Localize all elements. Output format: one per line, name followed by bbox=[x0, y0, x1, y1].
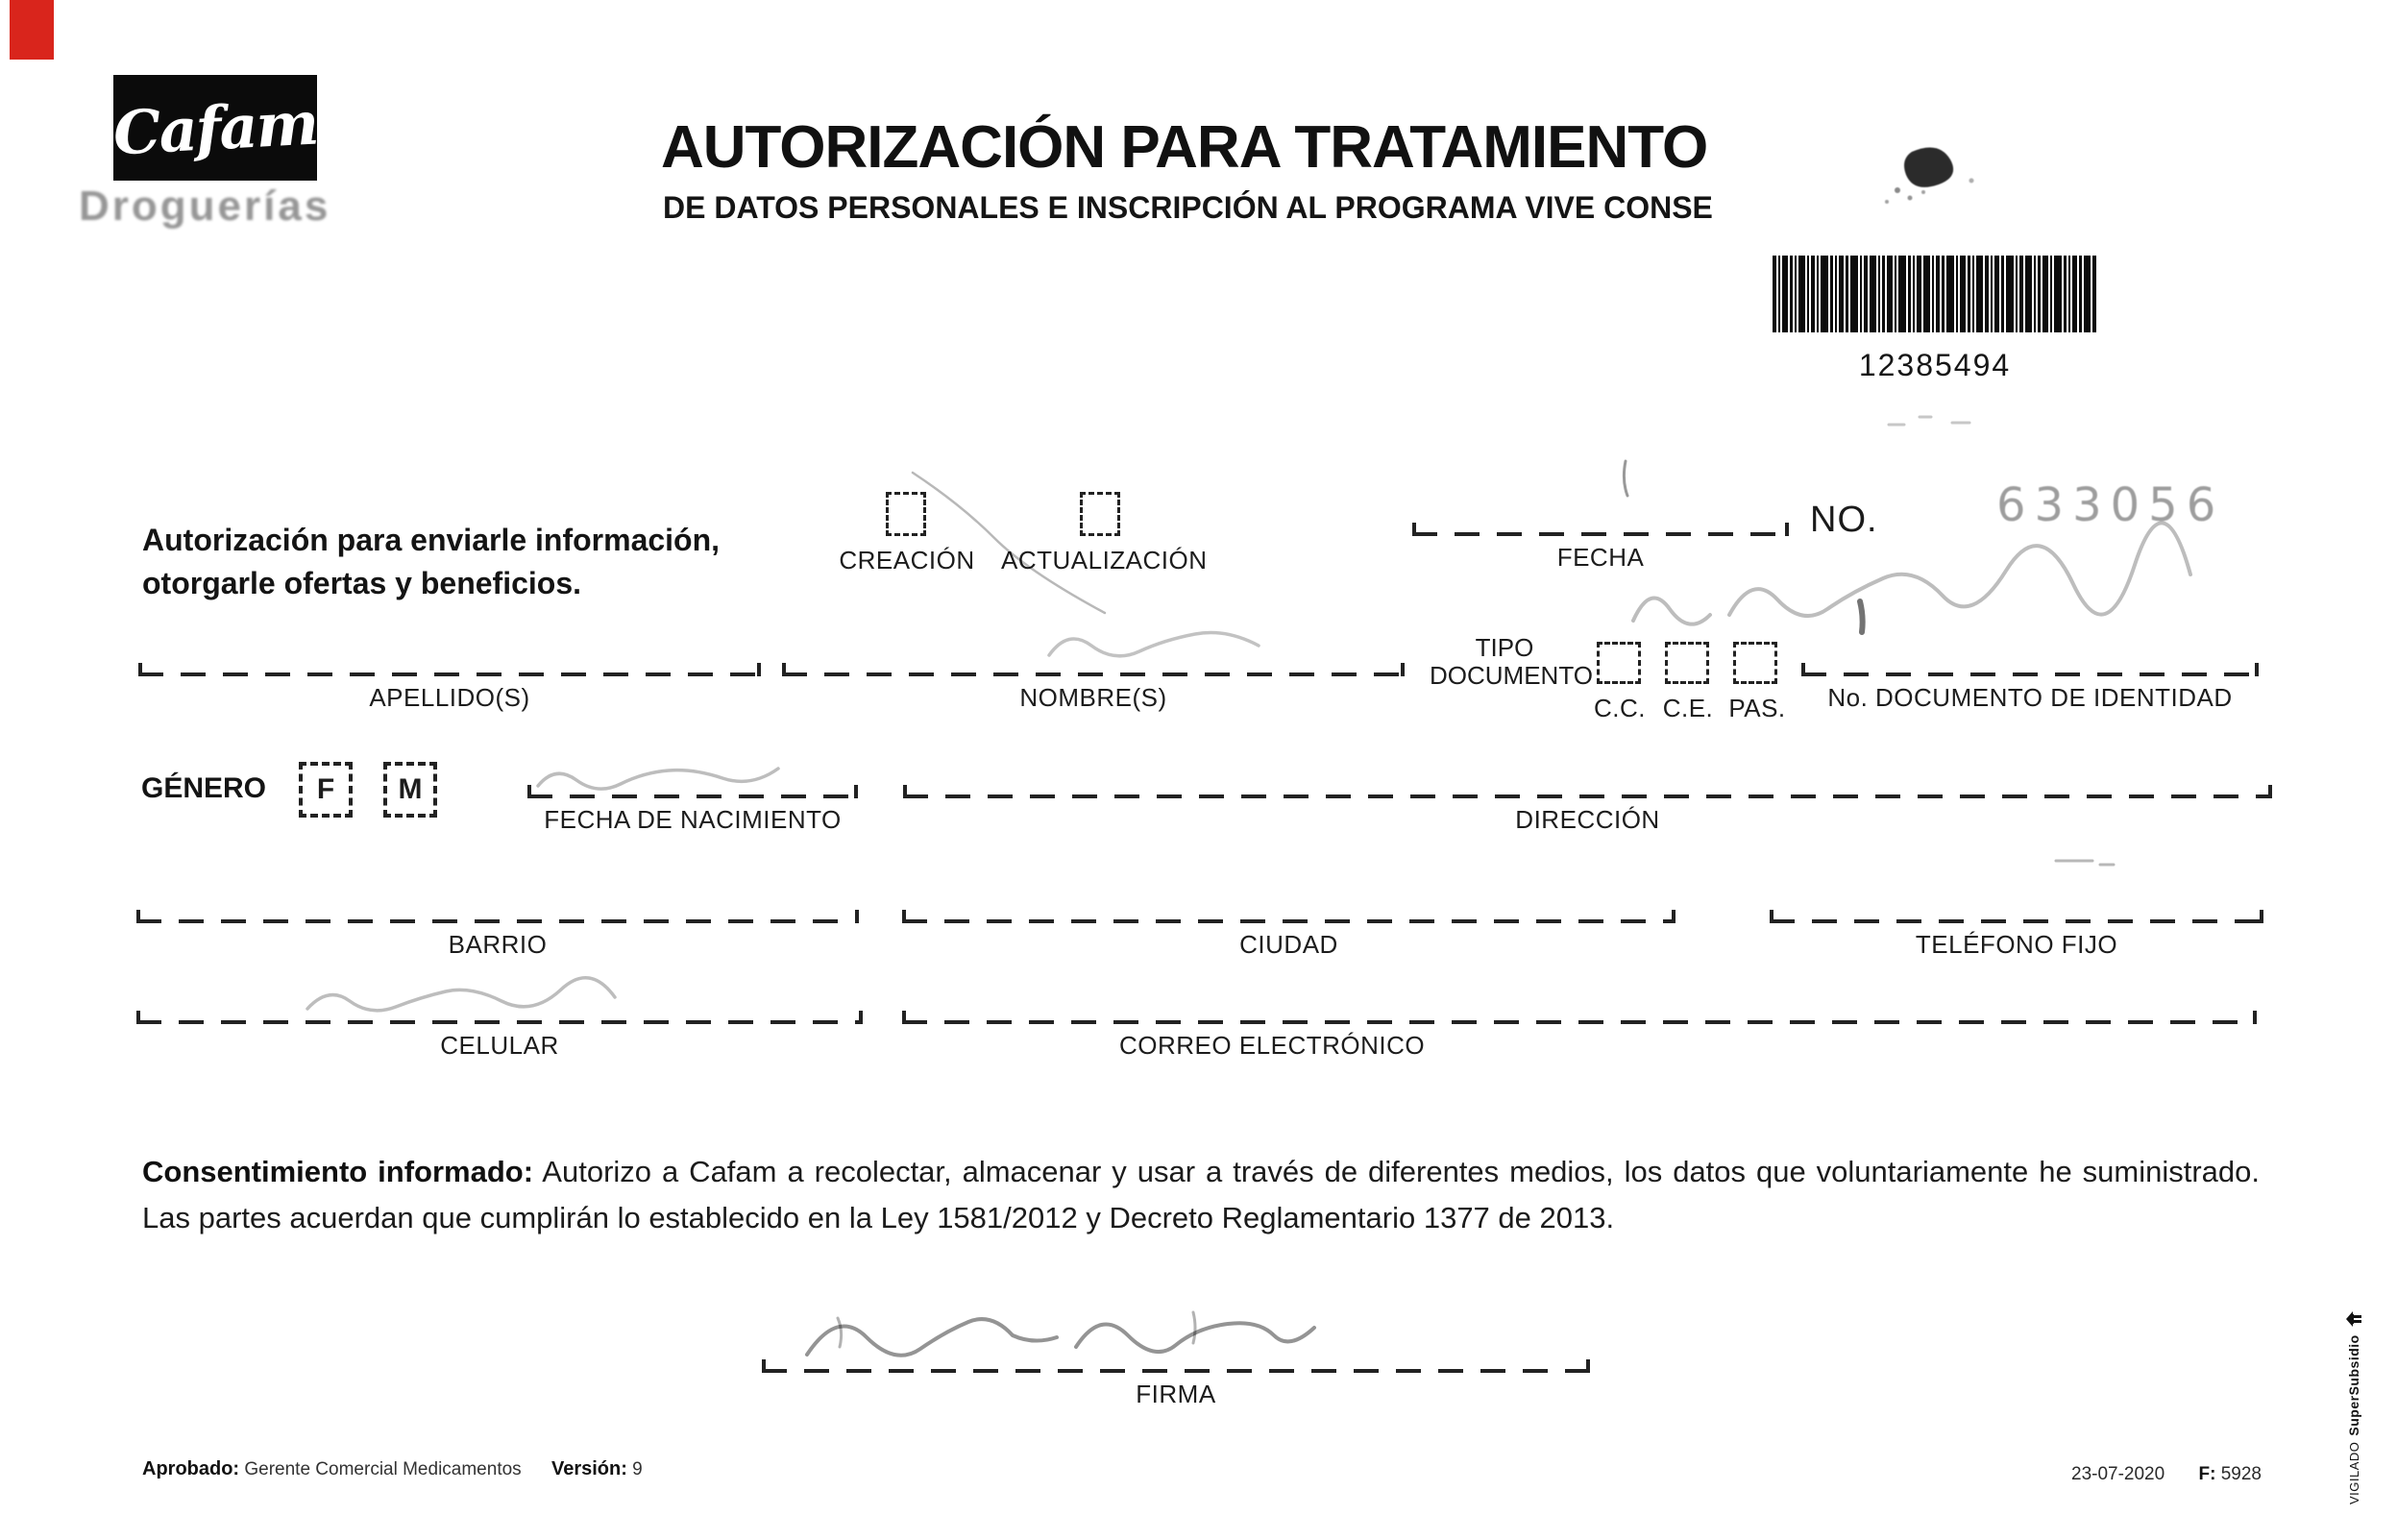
fecha-label: FECHA bbox=[1556, 543, 1645, 572]
consent-label: Consentimiento informado: bbox=[142, 1155, 534, 1188]
footer-code-label: F: bbox=[2198, 1464, 2216, 1484]
genero-m-checkbox bbox=[383, 762, 437, 818]
footer-code-value: 5928 bbox=[2220, 1464, 2262, 1484]
cc-label: C.C. bbox=[1594, 694, 1646, 722]
authorization-statement bbox=[142, 519, 720, 606]
field-num-documento bbox=[1801, 663, 2259, 713]
cc-checkbox bbox=[1597, 642, 1641, 684]
form-subtitle: DE DATOS PERSONALES E INSCRIPCIÓN AL PROGRAMA VIVE CONSE bbox=[663, 190, 1713, 225]
field-telefono bbox=[1770, 910, 2263, 960]
field-apellidos bbox=[138, 663, 761, 713]
tipo-documento-label: TIPO DOCUMENTO bbox=[1430, 633, 1593, 690]
footer-date: 23-07-2020 bbox=[2071, 1464, 2165, 1484]
ciudad-line bbox=[902, 910, 1675, 923]
field-firma bbox=[762, 1359, 1590, 1409]
direccion-label: DIRECCIÓN bbox=[1515, 805, 1660, 834]
nombres-line bbox=[782, 663, 1405, 676]
pas-checkbox bbox=[1733, 642, 1777, 684]
field-direccion bbox=[903, 785, 2272, 835]
aprobado-label: Aprobado: bbox=[142, 1458, 240, 1479]
barrio-label: BARRIO bbox=[448, 930, 548, 959]
no-value: 633056 bbox=[1996, 478, 2225, 532]
correo-label: CORREO ELECTRÓNICO bbox=[1119, 1031, 1426, 1060]
footer-approval bbox=[142, 1458, 643, 1480]
num-documento-line bbox=[1801, 663, 2259, 676]
actualizacion-label: ACTUALIZACIÓN bbox=[1001, 546, 1208, 574]
ce-label: C.E. bbox=[1662, 694, 1714, 722]
consent-paragraph bbox=[142, 1149, 2260, 1241]
no-label: NO. bbox=[1810, 500, 1878, 540]
direccion-line bbox=[903, 785, 2272, 798]
red-corner-mark bbox=[10, 0, 54, 60]
creacion-checkbox bbox=[886, 492, 926, 536]
footer-code bbox=[2071, 1464, 2262, 1485]
genero-m-letter: M bbox=[398, 773, 423, 805]
field-celular bbox=[136, 1011, 863, 1061]
cafam-logo-text: Cafam bbox=[111, 87, 319, 168]
genero-f-letter: F bbox=[316, 773, 335, 805]
field-barrio bbox=[136, 910, 859, 960]
firma-label: FIRMA bbox=[1136, 1380, 1216, 1408]
actualizacion-checkbox bbox=[1080, 492, 1120, 536]
field-ciudad bbox=[902, 910, 1675, 960]
num-documento-label: No. DOCUMENTO DE IDENTIDAD bbox=[1827, 683, 2233, 712]
barrio-line bbox=[136, 910, 859, 923]
apellidos-label: APELLIDO(S) bbox=[369, 683, 530, 712]
celular-label: CELULAR bbox=[440, 1031, 559, 1060]
ce-checkbox bbox=[1665, 642, 1709, 684]
statement-line2: otorgarle ofertas y beneficios. bbox=[142, 566, 582, 601]
field-nombres bbox=[782, 663, 1405, 713]
vigilado-prefix: VIGILADO bbox=[2346, 1441, 2361, 1504]
ciudad-label: CIUDAD bbox=[1239, 930, 1338, 959]
fecha-line bbox=[1412, 523, 1789, 536]
version-label: Versión: bbox=[550, 1458, 627, 1479]
field-correo bbox=[902, 1011, 2257, 1061]
supersubsidio-icon bbox=[2344, 1309, 2363, 1329]
barcode-number: 12385494 bbox=[1858, 348, 2012, 382]
form-title: AUTORIZACIÓN PARA TRATAMIENTO bbox=[661, 114, 1708, 181]
fecha-nacimiento-label: FECHA DE NACIMIENTO bbox=[544, 805, 842, 834]
aprobado-value: Gerente Comercial Medicamentos bbox=[244, 1459, 522, 1479]
nombres-label: NOMBRE(S) bbox=[1019, 683, 1167, 712]
vigilado-strip bbox=[2344, 1309, 2363, 1504]
version-value: 9 bbox=[632, 1459, 643, 1479]
droguerias-label: Droguerías bbox=[79, 183, 331, 230]
celular-line bbox=[136, 1011, 863, 1024]
vigilado-brand: SuperSubsidio bbox=[2346, 1334, 2361, 1436]
creacion-label: CREACIÓN bbox=[839, 546, 975, 574]
telefono-label: TELÉFONO FIJO bbox=[1915, 930, 2118, 959]
genero-f-checkbox bbox=[299, 762, 353, 818]
correo-line bbox=[902, 1011, 2257, 1024]
statement-line1: Autorización para enviarle información, bbox=[142, 523, 721, 557]
barcode bbox=[1773, 256, 2097, 332]
field-fecha bbox=[1412, 523, 1789, 573]
ink-smudge bbox=[1885, 148, 1974, 205]
telefono-line bbox=[1770, 910, 2263, 923]
apellidos-line bbox=[138, 663, 761, 676]
firma-line bbox=[762, 1359, 1590, 1373]
cafam-logo bbox=[113, 75, 317, 181]
fecha-nacimiento-line bbox=[527, 785, 858, 798]
consent-text: Autorizo a Cafam a recolectar, almacenar y usar a través de diferentes medios, los datos que voluntariamente he suministrado. Las partes acuerdan que cumplirán lo establecido en la Ley 1581/2012 y Decreto Reglamentario 1377 de 2013. bbox=[142, 1155, 2260, 1235]
field-fecha-nacimiento bbox=[527, 785, 858, 835]
genero-label: GÉNERO bbox=[141, 772, 267, 804]
pas-label: PAS. bbox=[1728, 694, 1786, 722]
